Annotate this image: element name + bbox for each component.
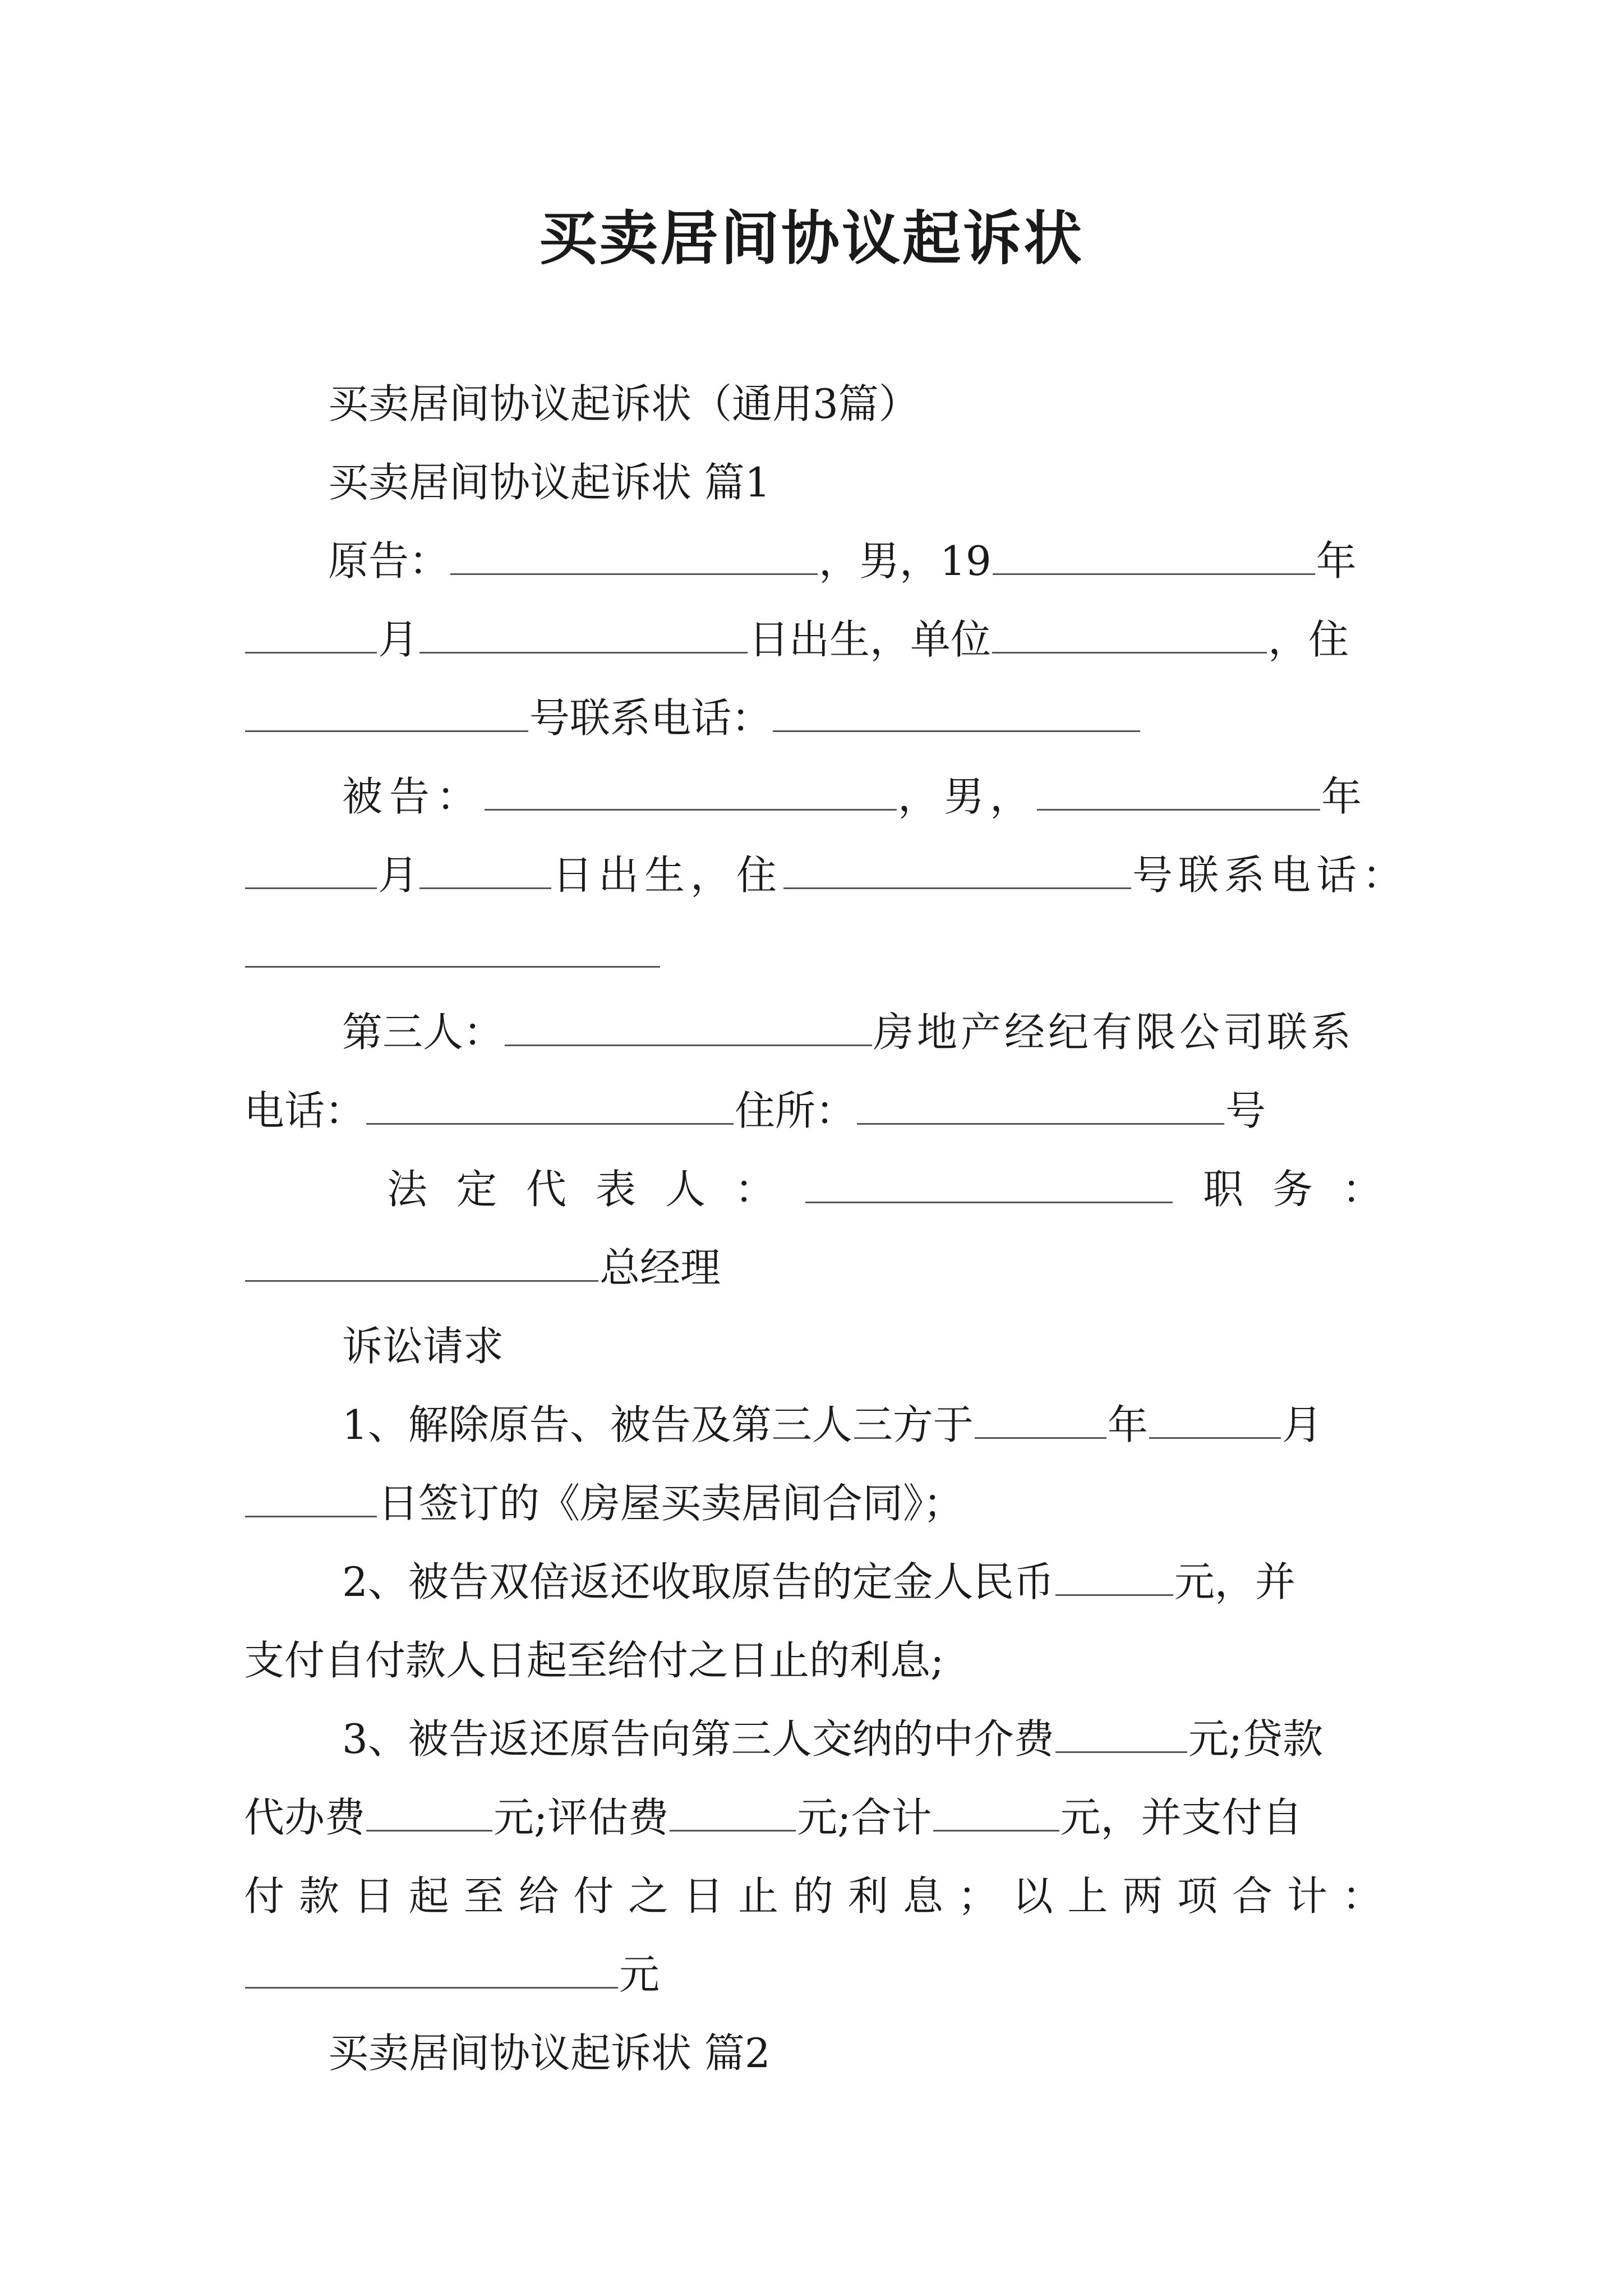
rep-char: 代 — [526, 1166, 567, 1213]
plaintiff-name-blank — [450, 539, 818, 575]
third-party-address-blank — [857, 1088, 1224, 1125]
plaintiff-born-unit-text: 日出生，单位 — [749, 616, 992, 663]
claim-3-char: 计 — [1287, 1872, 1327, 1920]
defendant-phone-text: 号联系电话： — [1132, 852, 1409, 899]
claim-3-line-4 — [244, 1947, 660, 2003]
claim-3-fee-blank — [1055, 1717, 1187, 1753]
claim-3-pay-text: 元，并支付自 — [1060, 1794, 1303, 1841]
duty-char: ： — [1341, 1166, 1382, 1213]
defendant-born-live-text: 日出生，住 — [552, 852, 783, 899]
claim-2-text: 2、被告双倍返还收取原告的定金人民币 — [342, 1558, 1054, 1605]
claim-3-agency-blank — [366, 1795, 492, 1832]
claim-2-amount-blank — [1055, 1559, 1173, 1596]
claim-3-char: 付 — [573, 1872, 614, 1920]
plaintiff-year-text: 年 — [1316, 537, 1357, 585]
defendant-month-blank — [245, 853, 377, 889]
plaintiff-gender-text: ，男，19 — [819, 537, 992, 585]
plaintiff-line-3 — [244, 690, 1141, 746]
claim-3-char: 付 — [244, 1872, 285, 1920]
general-heading: 买卖居间协议起诉状（通用3篇） — [328, 380, 919, 427]
claim-3-line-3 — [244, 1868, 1382, 1924]
claim-3-total-text: 元;合计 — [797, 1794, 932, 1841]
claim-2-line-2: 支付自付款人日起至给付之日止的利息; — [244, 1637, 944, 1684]
rep-char: 定 — [457, 1166, 497, 1213]
defendant-line-3 — [244, 926, 661, 982]
third-party-line-4 — [244, 1240, 721, 1296]
claim-3-char: ； — [957, 1872, 998, 1920]
plaintiff-line-1 — [328, 533, 1357, 589]
third-party-label: 第三人： — [342, 1009, 504, 1056]
section1-heading: 买卖居间协议起诉状 篇1 — [328, 459, 771, 506]
third-party-company-text: 房地产经纪有限公司联系 — [873, 1009, 1355, 1056]
claim-3-char: 日 — [683, 1872, 724, 1920]
claim-3-char: 给 — [518, 1872, 559, 1920]
duty-char: 职 — [1202, 1166, 1243, 1213]
rep-char: 法 — [387, 1166, 428, 1213]
claim-3-agency-text: 代办费 — [244, 1794, 366, 1841]
plaintiff-live-text: ，住 — [1268, 616, 1349, 663]
claim-3-total-blank — [933, 1795, 1059, 1832]
rep-char: 表 — [596, 1166, 637, 1213]
defendant-name-blank — [485, 774, 897, 811]
third-party-phone-text: 电话： — [244, 1087, 366, 1134]
defendant-line-2 — [244, 847, 1408, 903]
claim-3-char: 以 — [1012, 1872, 1053, 1920]
rep-char: ： — [735, 1166, 776, 1213]
plaintiff-phone-text: 号联系电话： — [529, 694, 772, 742]
claim-3-char: 上 — [1067, 1872, 1108, 1920]
claim-3-char: 合 — [1232, 1872, 1273, 1920]
document-title: 买卖居间协议起诉状 — [538, 204, 1084, 273]
plaintiff-month-blank — [245, 617, 377, 654]
defendant-day-blank — [419, 853, 551, 889]
plaintiff-phone-blank — [773, 696, 1140, 732]
third-party-name-blank — [505, 1010, 872, 1046]
claim-3-char: ： — [1341, 1872, 1382, 1920]
legal-representative-line — [387, 1161, 1382, 1217]
claim-3-appraisal-text: 元;评估费 — [494, 1794, 669, 1841]
claim-2-line-1 — [342, 1554, 1295, 1610]
plaintiff-year-blank — [993, 539, 1315, 575]
duty-char: 务 — [1272, 1166, 1313, 1213]
defendant-address-blank — [783, 853, 1131, 889]
defendant-year-blank — [1037, 774, 1320, 811]
claim-3-char: 利 — [847, 1872, 888, 1920]
claim-3-sum-blank — [245, 1952, 618, 1989]
plaintiff-line-2 — [244, 611, 1349, 668]
claim-3-text: 3、被告返还原告向第三人交纳的中介费 — [342, 1715, 1054, 1763]
third-party-address-text: 住所： — [735, 1087, 856, 1134]
claim-1-text: 1、解除原告、被告及第三人三方于 — [342, 1401, 974, 1448]
section2-heading: 买卖居间协议起诉状 篇2 — [328, 2030, 771, 2077]
plaintiff-address-blank — [245, 696, 528, 732]
defendant-line-1 — [342, 769, 1362, 825]
claim-3-char: 至 — [463, 1872, 504, 1920]
third-party-hao-text: 号 — [1225, 1087, 1266, 1134]
claim-1-month-text: 月 — [1281, 1401, 1322, 1448]
third-party-line-1 — [342, 1004, 1354, 1060]
claim-3-char: 起 — [408, 1872, 449, 1920]
claim-3-char: 项 — [1177, 1872, 1218, 1920]
plaintiff-unit-blank — [992, 617, 1267, 654]
claim-3-loan-text: 元;贷款 — [1188, 1715, 1324, 1763]
rep-char: 人 — [665, 1166, 706, 1213]
claim-1-contract-text: 日签订的《房屋买卖居间合同》； — [378, 1480, 964, 1527]
claim-3-appraisal-blank — [670, 1795, 796, 1832]
plaintiff-month-text: 月 — [378, 616, 419, 663]
claim-2-yuan-text: 元，并 — [1174, 1558, 1295, 1605]
defendant-month-text: 月 — [378, 852, 419, 899]
claim-3-line-1 — [342, 1711, 1323, 1767]
claim-3-char: 之 — [628, 1872, 669, 1920]
defendant-label: 被告： — [342, 773, 484, 820]
defendant-phone-blank — [245, 931, 660, 968]
third-party-line-2 — [244, 1083, 1266, 1139]
claim-1-line-1 — [342, 1397, 1322, 1453]
claim-3-char: 止 — [738, 1872, 779, 1920]
plaintiff-label: 原告： — [328, 537, 450, 585]
third-party-phone-blank — [366, 1088, 734, 1125]
claim-3-char: 的 — [792, 1872, 833, 1920]
defendant-gender-text: ，男， — [898, 773, 1036, 820]
claim-3-yuan-text: 元 — [619, 1951, 660, 1998]
claim-1-year-text: 年 — [1107, 1401, 1148, 1448]
claim-3-line-2 — [244, 1789, 1303, 1846]
claim-3-char: 两 — [1122, 1872, 1163, 1920]
defendant-year-text: 年 — [1321, 773, 1362, 820]
duty-blank — [245, 1245, 598, 1282]
plaintiff-day-blank — [419, 617, 748, 654]
claim-3-char: 款 — [298, 1872, 339, 1920]
legal-representative-blank — [805, 1167, 1173, 1203]
manager-text: 总经理 — [600, 1244, 721, 1291]
claims-heading: 诉讼请求 — [342, 1323, 504, 1370]
claim-1-month-blank — [1149, 1402, 1281, 1439]
claim-3-char: 日 — [353, 1872, 394, 1920]
claim-1-day-blank — [245, 1481, 377, 1517]
claim-3-char: 息 — [902, 1872, 943, 1920]
claim-1-year-blank — [975, 1402, 1106, 1439]
claim-1-line-2 — [244, 1475, 963, 1531]
